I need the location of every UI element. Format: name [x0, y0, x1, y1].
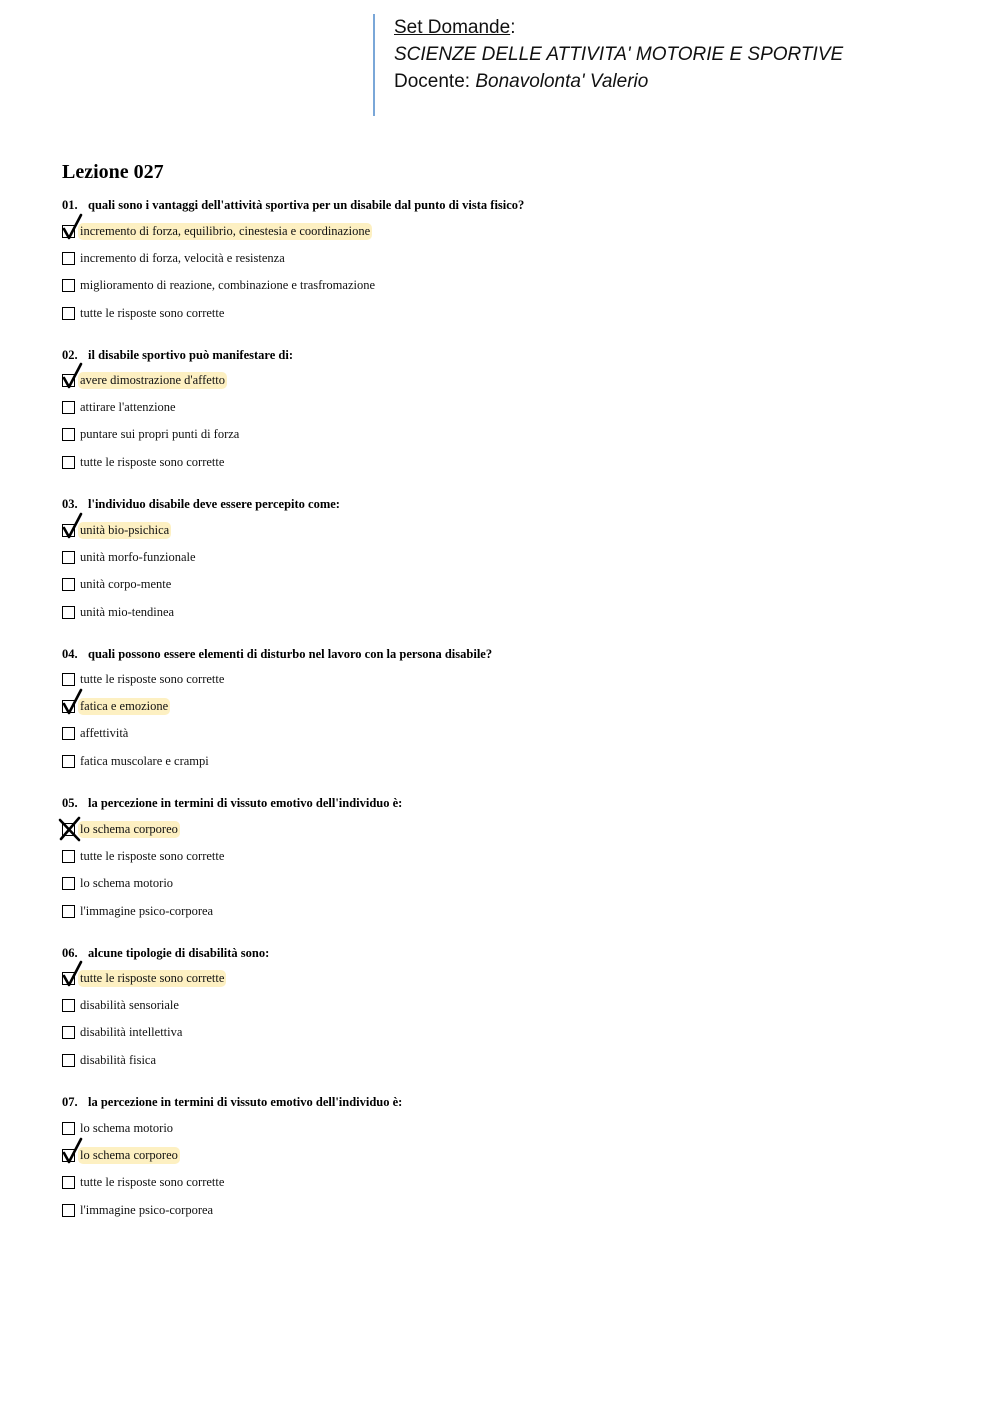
answer-checkbox[interactable] — [62, 252, 75, 265]
answer-checkbox[interactable] — [62, 456, 75, 469]
answer-checkbox[interactable] — [62, 225, 75, 238]
question-06 — [62, 946, 269, 961]
question-03 — [62, 497, 340, 512]
answer-option[interactable] — [62, 1119, 175, 1137]
answer-checkbox[interactable] — [62, 972, 75, 985]
answer-option[interactable] — [62, 372, 227, 390]
answer-option[interactable] — [62, 753, 211, 771]
answer-option[interactable] — [62, 725, 130, 743]
answer-option[interactable] — [62, 454, 226, 472]
answer-option[interactable] — [62, 671, 226, 689]
answer-text: disabilità sensoriale — [80, 998, 179, 1012]
cross-mark-icon — [59, 810, 87, 840]
answer-option[interactable] — [62, 997, 181, 1015]
checkmark-icon — [59, 361, 87, 391]
answer-text: unità bio-psichica — [80, 522, 170, 537]
question-number: 06. — [62, 945, 78, 960]
answer-checkbox[interactable] — [62, 755, 75, 768]
checkmark-icon — [59, 511, 87, 541]
answer-option[interactable] — [62, 399, 178, 417]
answer-text: tutte le risposte sono corrette — [80, 1174, 225, 1189]
set-colon: : — [510, 17, 516, 38]
answer-text: l'immagine psico-corporea — [80, 903, 214, 918]
set-label: Set Domande — [394, 17, 511, 38]
answer-checkbox[interactable] — [62, 374, 75, 387]
answer-checkbox[interactable] — [62, 673, 75, 686]
checkmark-icon — [59, 959, 87, 989]
answer-checkbox[interactable] — [62, 428, 75, 441]
answer-text: l'immagine psico-corporea — [80, 1202, 214, 1217]
answer-option[interactable] — [62, 970, 226, 988]
answer-text: puntare sui propri punti di forza — [80, 427, 240, 441]
answer-text: attirare l'attenzione — [80, 400, 176, 414]
answer-option[interactable] — [62, 1052, 158, 1070]
answer-text: tutte le risposte sono corrette — [80, 305, 225, 320]
course-text: SCIENZE DELLE ATTIVITA' MOTORIE E SPORTIVE — [394, 44, 844, 65]
answer-checkbox[interactable] — [62, 578, 75, 591]
answer-text: lo schema corporeo — [80, 1147, 178, 1162]
answer-option[interactable] — [62, 222, 372, 240]
answer-checkbox[interactable] — [62, 1054, 75, 1067]
answer-text: incremento di forza, equilibrio, cinestesia e coordinazione — [80, 223, 371, 238]
question-number: 02. — [62, 347, 78, 362]
document-header — [373, 14, 843, 116]
answer-checkbox[interactable] — [62, 905, 75, 918]
checkmark-icon — [59, 687, 87, 717]
question-text: la percezione in termini di vissuto emotivo dell'individuo è: — [88, 796, 403, 810]
checkmark-icon — [59, 1136, 87, 1166]
answer-checkbox[interactable] — [62, 551, 75, 564]
answer-text: tutte le risposte sono corrette — [80, 672, 225, 686]
answer-checkbox[interactable] — [62, 1176, 75, 1189]
answer-checkbox[interactable] — [62, 307, 75, 320]
answer-checkbox[interactable] — [62, 1122, 75, 1135]
answer-text: tutte le risposte sono corrette — [80, 848, 225, 863]
question-05 — [62, 796, 402, 811]
question-04 — [62, 647, 492, 662]
answer-text: fatica e emozione — [80, 699, 169, 713]
answer-checkbox[interactable] — [62, 999, 75, 1012]
question-number: 04. — [62, 646, 78, 661]
set-title — [394, 14, 843, 41]
answer-option[interactable] — [62, 548, 198, 566]
answer-option[interactable] — [62, 874, 175, 892]
answer-option[interactable] — [62, 698, 170, 716]
answer-checkbox[interactable] — [62, 727, 75, 740]
answer-text: miglioramento di reazione, combinazione e trasfromazione — [80, 277, 376, 292]
answer-text: tutte le risposte sono corrette — [80, 971, 225, 985]
answer-text: incremento di forza, velocità e resistenza — [80, 250, 285, 265]
answer-text: disabilità fisica — [80, 1053, 157, 1067]
teacher-line — [394, 68, 843, 95]
teacher-label: Docente: — [394, 71, 476, 92]
answer-text: unità morfo-funzionale — [80, 549, 196, 564]
answer-checkbox[interactable] — [62, 1026, 75, 1039]
question-number: 03. — [62, 497, 78, 511]
question-number: 01. — [62, 198, 78, 212]
question-number: 07. — [62, 1095, 78, 1109]
answer-checkbox[interactable] — [62, 524, 75, 537]
checkmark-icon — [59, 212, 87, 242]
question-02 — [62, 348, 293, 363]
answer-text: affettività — [80, 726, 129, 740]
answer-text: unità corpo-mente — [80, 576, 172, 591]
answer-checkbox[interactable] — [62, 1204, 75, 1217]
answer-text: fatica muscolare e crampi — [80, 754, 209, 768]
answer-checkbox[interactable] — [62, 850, 75, 863]
question-text: il disabile sportivo può manifestare di: — [88, 347, 293, 362]
lesson-title: Lezione 027 — [62, 161, 164, 183]
answer-option[interactable] — [62, 1173, 226, 1191]
answer-option[interactable] — [62, 521, 171, 539]
answer-checkbox[interactable] — [62, 401, 75, 414]
answer-text: tutte le risposte sono corrette — [80, 455, 225, 469]
question-07 — [62, 1095, 402, 1110]
answer-option[interactable] — [62, 1146, 180, 1164]
answer-option[interactable] — [62, 1201, 215, 1219]
answer-option[interactable] — [62, 847, 226, 865]
answer-text: unità mio-tendinea — [80, 604, 175, 619]
answer-text: lo schema corporeo — [80, 821, 178, 836]
answer-option[interactable] — [62, 304, 226, 322]
course-name — [394, 41, 843, 68]
answer-option[interactable] — [62, 426, 241, 444]
answer-option[interactable] — [62, 249, 287, 267]
question-text: quali possono essere elementi di disturbo nel lavoro con la persona disabile? — [88, 646, 493, 661]
answer-option[interactable] — [62, 902, 215, 920]
answer-option[interactable] — [62, 1024, 184, 1042]
question-text: l'individuo disabile deve essere percepito come: — [88, 497, 340, 511]
answer-checkbox[interactable] — [62, 877, 75, 890]
answer-text: lo schema motorio — [80, 1120, 174, 1135]
answer-checkbox[interactable] — [62, 606, 75, 619]
question-01 — [62, 198, 524, 213]
answer-checkbox[interactable] — [62, 1149, 75, 1162]
answer-option[interactable] — [62, 820, 180, 838]
answer-text: lo schema motorio — [80, 875, 174, 890]
teacher-name: Bonavolonta' Valerio — [475, 71, 649, 92]
answer-option[interactable] — [62, 276, 377, 294]
question-text: quali sono i vantaggi dell'attività sportiva per un disabile dal punto di vista fisico? — [88, 198, 525, 212]
question-text: la percezione in termini di vissuto emotivo dell'individuo è: — [88, 1095, 403, 1109]
answer-text: avere dimostrazione d'affetto — [80, 373, 226, 387]
answer-checkbox[interactable] — [62, 279, 75, 292]
answer-checkbox[interactable] — [62, 823, 75, 836]
question-text: alcune tipologie di disabilità sono: — [88, 945, 270, 960]
answer-option[interactable] — [62, 603, 176, 621]
answer-checkbox[interactable] — [62, 700, 75, 713]
answer-option[interactable] — [62, 575, 173, 593]
question-number: 05. — [62, 796, 78, 810]
answer-text: disabilità intellettiva — [80, 1025, 183, 1039]
